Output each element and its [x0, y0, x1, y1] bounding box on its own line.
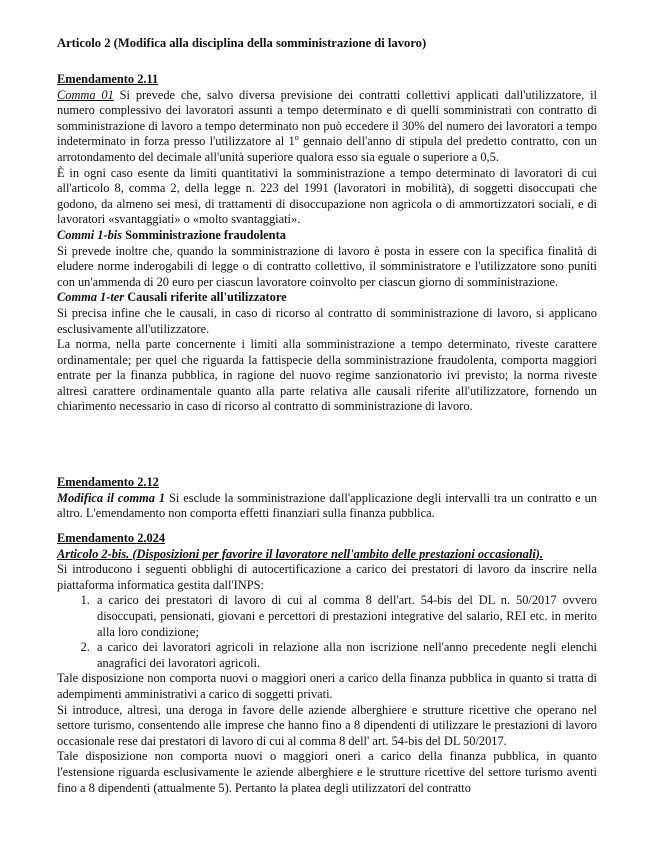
- comma-1-bis-heading: [57, 228, 597, 244]
- tourism-derogation-paragraph: Si introduce, altresì, una deroga in favore delle aziende alberghiere e strutture ricettive che operano nel settore turismo, consentendo alle imprese che hanno fino a 8 dipendenti di utilizzare le prestazioni di lavoro occasionale rese dai prestatori di lavoro di cui al comma 8 dell' art. 54-bis del DL 50/2017.: [57, 702, 597, 748]
- amendment-2-12: [57, 475, 597, 522]
- financial-note-paragraph: La norma, nella parte concernente i limiti alla somministrazione a tempo determinato, riveste carattere ordinamentale; per quel che riguarda la fattispecie della somministrazione fraudolenta, comporta maggiori entrate per la finanza pubblica, in ragione del nuovo regime sanzionatorio ivi previsto; la norma riveste altresì carattere ordinamentale quanto alla parte relativa alle causali riferite all'utilizzatore, fornendo un chiarimento necessario in caso di ricorso al contratto di somministrazione di lavoro.: [57, 337, 597, 414]
- obligations-list: [57, 593, 597, 671]
- comma-01-paragraph: [57, 88, 597, 166]
- amendment-2-11: [57, 72, 597, 415]
- comma-label: Modifica il comma 1: [57, 490, 166, 505]
- comma-1-ter-heading: [57, 290, 597, 306]
- no-costs-paragraph: Tale disposizione non comporta nuovi o maggiori oneri a carico della finanza pubblica in quanto si tratta di adempimenti amministrativi a carico di soggetti privati.: [57, 671, 597, 701]
- list-item: 2. a carico dei lavoratori agricoli in relazione alla non iscrizione nell'anno precedente negli elenchi anagrafici dei lavoratori agricoli.: [93, 640, 597, 671]
- paragraph-text: Si esclude la somministrazione dall'applicazione degli intervalli tra un contratto e un altro. L'emendamento non comporta effetti finanziari sulla finanza pubblica.: [57, 490, 597, 521]
- comma-label: Comma 1-ter: [57, 290, 125, 305]
- list-item: 1. a carico dei prestatori di lavoro di cui al comma 8 dell'art. 54-bis del DL n. 50/2017 ovvero disoccupati, pensionati, giovani e percettori di prestazioni integrative del salario, REI etc. in merito alla loro condizione;: [93, 593, 597, 640]
- comma-title: Causali riferite all'utilizzatore: [124, 290, 287, 305]
- tourism-costs-paragraph: Tale disposizione non comporta nuovi o maggiori oneri a carico della finanza pubblica, in quanto l'estensione riguarda esclusivamente le aziende alberghiere e le strutture ricettive del settore turismo aventi fino a 8 dipendenti (attualmente 5). Pertanto la platea degli utilizzatori del contratto: [57, 749, 597, 795]
- paragraph-text: Si prevede che, salvo diversa previsione dei contratti collettivi applicati dall'utilizzatore, il numero complessivo dei lavoratori assunti a tempo determinato e di quelli somministrati con contratto di somministrazione di lavoro a tempo determinato non può eccedere il 30% del numero dei lavoratori a tempo indeterminato in forza presso l'utilizzatore al 1: [57, 87, 597, 149]
- amendment-heading: Emendamento 2.12: [57, 475, 159, 489]
- exemption-paragraph: È in ogni caso esente da limiti quantitativi la somministrazione a tempo determinato di lavoratori di cui all'articolo 8, comma 2, della legge n. 223 del 1991 (lavoratori in mobilità), di soggetti disoccupati che godono, da almeno sei mesi, di trattamenti di disoccupazione non agricola o di ammortizzatori sociali, e di lavoratori «svantaggiati» o «molto svantaggiati».: [57, 165, 597, 227]
- amendment-heading: Emendamento 2.11: [57, 72, 159, 86]
- modifica-comma-1-paragraph: [57, 491, 597, 522]
- article-2-bis-title: Articolo 2-bis. (Disposizioni per favorire il lavoratore nell'ambito delle prestazioni occasionali).: [57, 546, 543, 561]
- superscript: o: [294, 133, 299, 143]
- amendment-heading: Emendamento 2.024: [57, 531, 166, 545]
- comma-title: Somministrazione fraudolenta: [122, 227, 286, 242]
- comma-label: Commi 1-bis: [57, 227, 123, 242]
- comma-1-ter-paragraph: Si precisa infine che le causali, in caso di ricorso al contratto di somministrazione di lavoro, si applicano esclusivamente all'utilizzatore.: [57, 305, 597, 336]
- comma-label: Comma 01: [57, 87, 114, 102]
- article-title: Articolo 2 (Modifica alla disciplina della somministrazione di lavoro): [57, 36, 427, 50]
- intro-paragraph: Si introducono i seguenti obblighi di autocertificazione a carico dei prestatori di lavoro da inscrire nella piattaforma informatica gestita dall'INPS:: [57, 562, 597, 592]
- paragraph-text: gennaio dell'anno di stipula del predetto contratto, con un arrotondamento del decimale all'unità superiore qualora esso sia eguale o superiore a 0,5.: [57, 134, 598, 164]
- comma-1-bis-paragraph: Si prevede inoltre che, quando la somministrazione di lavoro è posta in essere con la specifica finalità di eludere norme inderogabili di legge o di contratto collettivo, il somministratore e l'utilizzatore sono puniti con un'ammenda di 20 euro per ciascun lavoratore coinvolto per ciascun giorno di somministrazione.: [57, 243, 597, 289]
- amendment-2-024: [57, 531, 597, 796]
